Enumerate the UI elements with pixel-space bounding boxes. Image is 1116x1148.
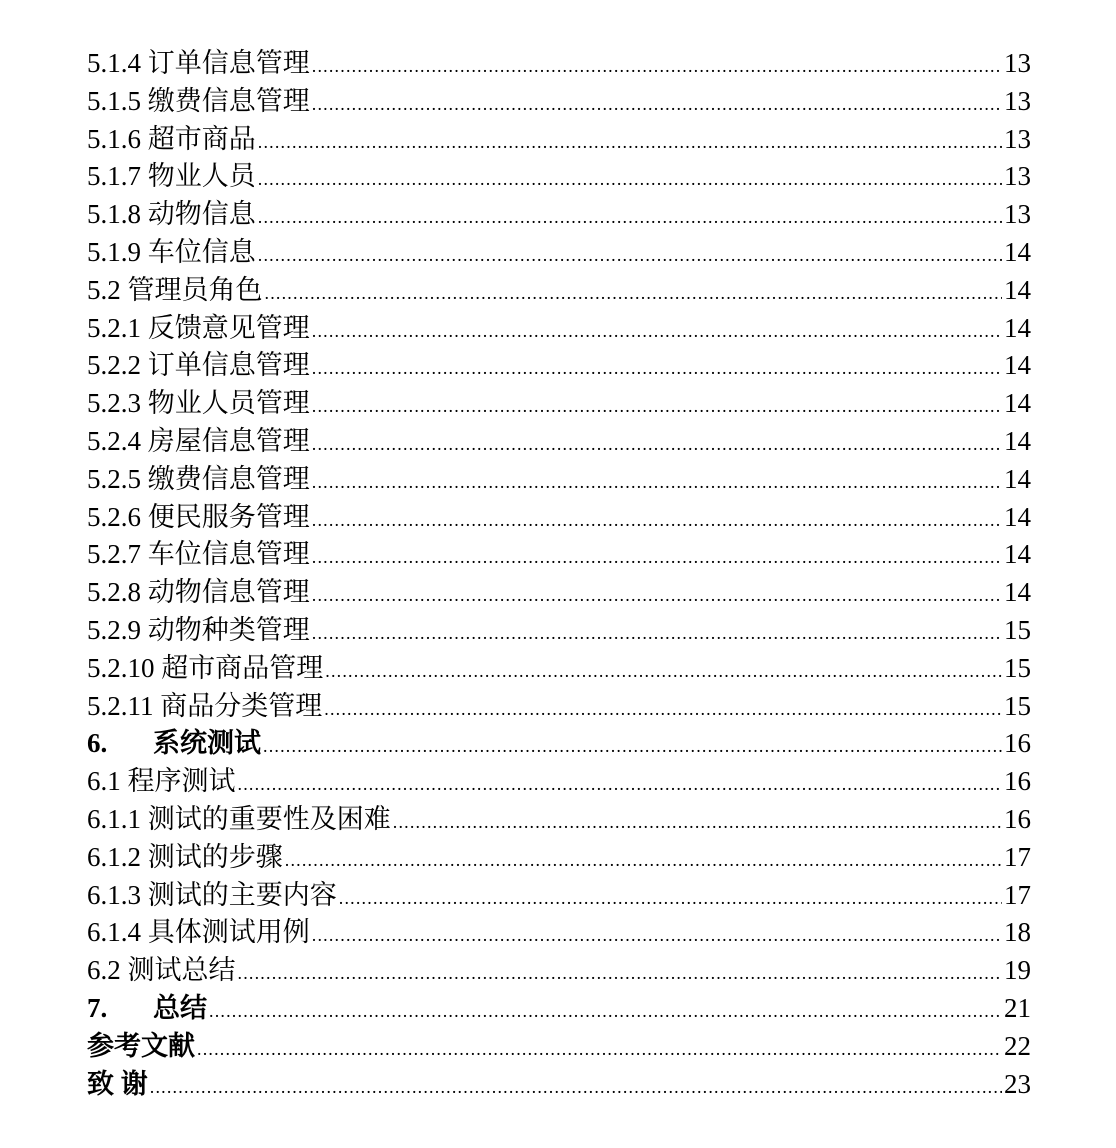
toc-entry[interactable]	[87, 914, 1031, 952]
dot-leader	[312, 539, 1002, 577]
dot-leader	[324, 691, 1002, 729]
toc-entry-page: 14	[1004, 539, 1031, 570]
toc-entry-title: 动物种类管理	[147, 614, 310, 645]
toc-entry-page: 16	[1004, 803, 1031, 834]
toc-entry[interactable]	[87, 121, 1031, 159]
toc-entry-title: 缴费信息管理	[147, 463, 310, 494]
toc-entry[interactable]	[87, 158, 1031, 196]
toc-entry-page: 14	[1004, 463, 1031, 494]
dot-leader	[209, 993, 1002, 1031]
toc-entry-title: 商品分类管理	[160, 690, 323, 721]
toc-entry[interactable]	[87, 310, 1031, 348]
toc-entry-page: 21	[1004, 992, 1031, 1023]
dot-leader	[312, 917, 1002, 955]
toc-entry-number: 5.1.9	[87, 236, 141, 267]
toc-entry-title: 具体测试用例	[147, 917, 310, 948]
dot-leader	[238, 766, 1003, 804]
toc-entry-title: 测试的重要性及困难	[147, 803, 391, 834]
toc-entry[interactable]	[87, 272, 1031, 310]
toc-entry-title: 房屋信息管理	[147, 425, 310, 456]
toc-entry-page: 22	[1004, 1030, 1031, 1061]
toc-entry-page: 13	[1004, 48, 1031, 78]
dot-leader	[150, 1069, 1002, 1107]
toc-entry-title: 车位信息	[147, 236, 256, 267]
toc-entry-number: 5.2.1	[87, 312, 141, 343]
toc-entry[interactable]	[87, 536, 1031, 574]
toc-entry-title: 动物信息管理	[147, 577, 310, 608]
toc-entry-number: 5.2.5	[87, 463, 141, 494]
toc-entry-number: 6.1.4	[87, 917, 141, 948]
toc-entry-number: 5.1.7	[87, 161, 141, 192]
toc-entry-page: 16	[1004, 728, 1031, 759]
toc-entry-page: 14	[1004, 577, 1031, 608]
toc-entry-page: 14	[1004, 388, 1031, 419]
toc-entry[interactable]	[87, 612, 1031, 650]
toc-chapter-entry[interactable]	[87, 725, 1031, 763]
toc-entry-title: 系统测试	[153, 728, 261, 759]
toc-entry-number: 5.1.5	[87, 85, 141, 116]
dot-leader	[312, 388, 1002, 426]
toc-entry-page: 13	[1004, 161, 1031, 192]
toc-entry[interactable]	[87, 801, 1031, 839]
toc-entry-title: 超市商品管理	[161, 652, 324, 683]
toc-entry-title: 参考文献	[87, 1030, 195, 1061]
toc-entry-number: 5.2.9	[87, 614, 141, 645]
toc-entry-page: 14	[1004, 274, 1031, 305]
toc-entry-number: 6.1.2	[87, 841, 141, 872]
toc-entry-number: 5.2.11	[87, 690, 154, 721]
toc-entry[interactable]	[87, 83, 1031, 121]
toc-entry[interactable]	[87, 952, 1031, 990]
toc-entry-title: 致 谢	[87, 1068, 148, 1099]
dot-leader	[339, 880, 1002, 918]
dot-leader	[258, 237, 1002, 275]
toc-entry-page: 14	[1004, 312, 1031, 343]
toc-entry-title: 程序测试	[127, 766, 236, 797]
toc-entry-number: 5.2.3	[87, 388, 141, 419]
toc-entry-number: 6.2	[87, 955, 121, 986]
toc-entry-title: 车位信息管理	[147, 539, 310, 570]
toc-entry[interactable]	[87, 763, 1031, 801]
toc-entry-page: 14	[1004, 501, 1031, 532]
dot-leader	[312, 313, 1002, 351]
toc-entry-title: 测试的主要内容	[147, 879, 337, 910]
toc-entry-number: 5.1.4	[87, 48, 141, 78]
toc-entry-number: 6.1.3	[87, 879, 141, 910]
dot-leader	[312, 615, 1002, 653]
toc-entry[interactable]	[87, 461, 1031, 499]
toc-entry-title: 便民服务管理	[147, 501, 310, 532]
toc-entry-title: 管理员角色	[127, 274, 263, 305]
toc-entry-number: 5.1.6	[87, 123, 141, 154]
toc-entry-number: 5.1.8	[87, 199, 141, 230]
toc-entry-title: 订单信息管理	[147, 350, 310, 381]
table-of-contents	[87, 45, 1031, 1103]
toc-entry-number: 5.2.10	[87, 652, 155, 683]
toc-entry-page: 14	[1004, 350, 1031, 381]
toc-entry-page: 13	[1004, 123, 1031, 154]
toc-entry[interactable]	[87, 839, 1031, 877]
toc-entry-title: 测试的步骤	[147, 841, 283, 872]
toc-chapter-entry[interactable]	[87, 990, 1031, 1028]
dot-leader	[312, 86, 1002, 124]
dot-leader	[312, 426, 1002, 464]
dot-leader	[263, 728, 1002, 766]
dot-leader	[197, 1031, 1002, 1069]
toc-entry-page: 15	[1004, 690, 1031, 721]
toc-entry-title: 动物信息	[147, 199, 256, 230]
dot-leader	[258, 124, 1002, 162]
toc-entry-number: 7.	[87, 992, 108, 1023]
toc-entry-number: 5.2.6	[87, 501, 141, 532]
dot-leader	[265, 275, 1003, 313]
toc-entry-page: 18	[1004, 917, 1031, 948]
toc-entry[interactable]	[87, 347, 1031, 385]
toc-entry[interactable]	[87, 650, 1031, 688]
toc-entry-title: 超市商品	[147, 123, 256, 154]
toc-entry[interactable]	[87, 499, 1031, 537]
toc-entry[interactable]	[87, 385, 1031, 423]
toc-entry-page: 15	[1004, 652, 1031, 683]
toc-entry-number: 6.1.1	[87, 803, 141, 834]
dot-leader	[258, 199, 1002, 237]
toc-entry[interactable]	[87, 45, 1031, 83]
toc-entry-title: 物业人员管理	[147, 388, 310, 419]
toc-entry-page: 23	[1004, 1068, 1031, 1099]
toc-entry-number: 5.2.4	[87, 425, 141, 456]
dot-leader	[393, 804, 1002, 842]
toc-entry-number: 6.	[87, 728, 108, 759]
toc-entry-number: 5.2.8	[87, 577, 141, 608]
toc-entry-title: 缴费信息管理	[147, 85, 310, 116]
toc-entry-title: 总结	[153, 992, 207, 1023]
toc-entry-page: 17	[1004, 841, 1031, 872]
toc-chapter-entry[interactable]	[87, 1066, 1031, 1104]
dot-leader	[285, 842, 1002, 880]
toc-entry-page: 13	[1004, 85, 1031, 116]
toc-entry-page: 13	[1004, 199, 1031, 230]
toc-entry-title: 物业人员	[147, 161, 256, 192]
toc-entry-title: 反馈意见管理	[147, 312, 310, 343]
dot-leader	[312, 577, 1002, 615]
dot-leader	[312, 464, 1002, 502]
dot-leader	[238, 955, 1003, 993]
toc-entry[interactable]	[87, 423, 1031, 461]
toc-entry-page: 14	[1004, 425, 1031, 456]
toc-entry[interactable]	[87, 574, 1031, 612]
toc-entry-number: 6.1	[87, 766, 121, 797]
toc-entry-page: 17	[1004, 879, 1031, 910]
toc-entry-number: 5.2.2	[87, 350, 141, 381]
dot-leader	[312, 350, 1002, 388]
dot-leader	[258, 161, 1002, 199]
toc-entry[interactable]	[87, 877, 1031, 915]
dot-leader	[325, 653, 1002, 691]
toc-chapter-entry[interactable]	[87, 1028, 1031, 1066]
toc-entry-page: 19	[1004, 955, 1031, 986]
dot-leader	[312, 48, 1002, 86]
dot-leader	[312, 502, 1002, 540]
toc-entry-title: 订单信息管理	[147, 48, 310, 78]
toc-entry-number: 5.2	[87, 274, 121, 305]
toc-entry-page: 16	[1004, 766, 1031, 797]
toc-entry-page: 14	[1004, 236, 1031, 267]
toc-entry-title: 测试总结	[127, 955, 236, 986]
toc-entry[interactable]	[87, 196, 1031, 234]
toc-entry-number: 5.2.7	[87, 539, 141, 570]
toc-entry[interactable]	[87, 234, 1031, 272]
toc-entry[interactable]	[87, 688, 1031, 726]
toc-entry-page: 15	[1004, 614, 1031, 645]
